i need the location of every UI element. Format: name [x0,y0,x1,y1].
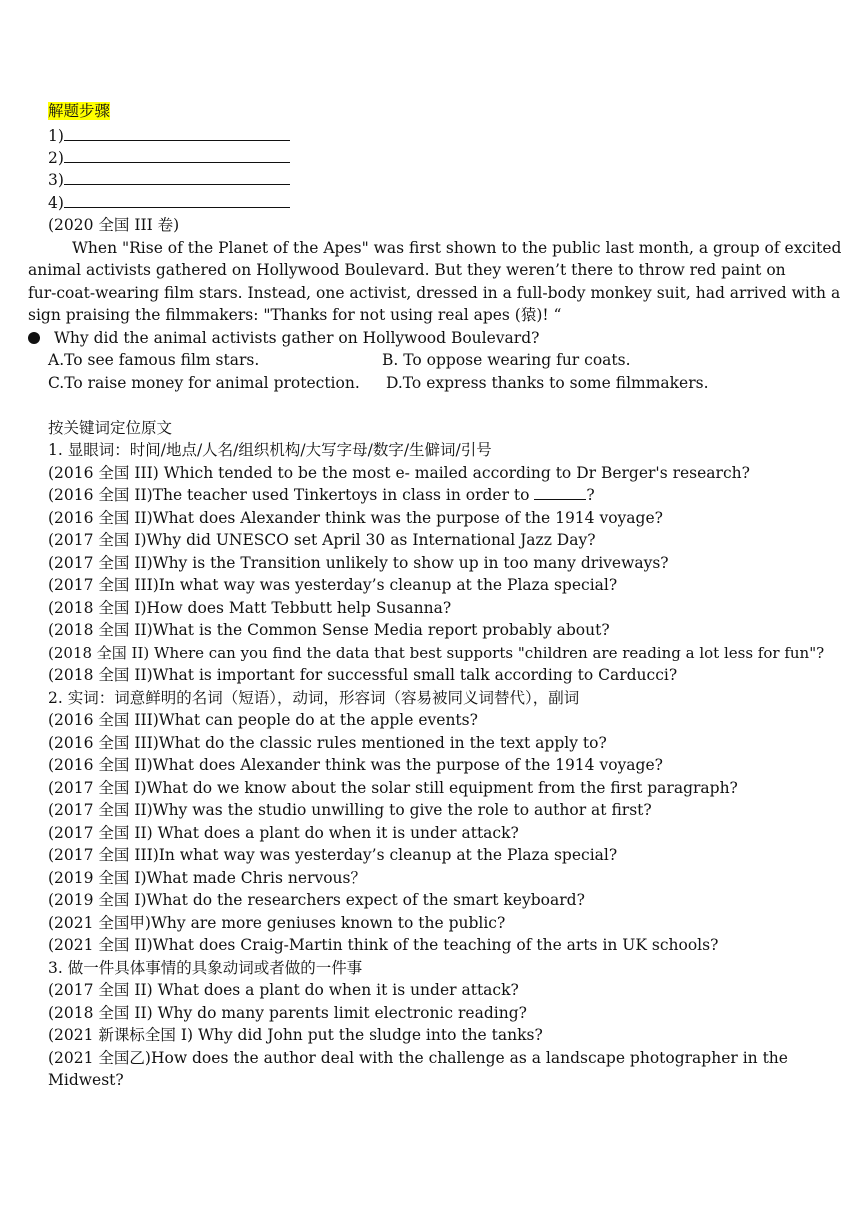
answer-blank[interactable] [64,170,290,185]
list-item: (2016 全国 II)What does Alexander think was the purpose of the 1914 voyage? [48,509,663,527]
step-line-4: 4) [48,192,290,214]
option-a[interactable]: A.To see famous film stars. [48,351,260,369]
bullet-icon [28,332,40,344]
list-item: (2017 全国 II)Why is the Transition unlikely to show up in too many driveways? [48,554,669,572]
list-item: (2018 全国 II) Why do many parents limit electronic reading? [48,1004,527,1022]
list-item: (2017 全国 II) What does a plant do when it is under attack? [48,981,519,999]
list-item: (2016 全国 III)What can people do at the apple events? [48,711,478,729]
answer-blank[interactable] [64,126,290,141]
list-item: (2021 全国甲)Why are more geniuses known to the public? [48,914,506,932]
answer-blank[interactable] [64,193,290,208]
list-item: (2016 全国 II)The teacher used Tinkertoys in class in order to ? [48,486,595,504]
step-line-1: 1) [48,125,290,147]
list-item: (2017 全国 I)Why did UNESCO set April 30 as International Jazz Day? [48,531,596,549]
list-item: (2016 全国 III)What do the classic rules mentioned in the text apply to? [48,734,607,752]
passage-line: When "Rise of the Planet of the Apes" was first shown to the public last month, a group of excited [72,239,842,257]
option-b[interactable]: B. To oppose wearing fur coats. [382,351,631,369]
answer-blank[interactable] [534,485,586,500]
list-item: (2016 全国 II)What does Alexander think was the purpose of the 1914 voyage? [48,756,663,774]
list-item: (2017 全国 III)In what way was yesterday’s cleanup at the Plaza special? [48,576,618,594]
section-title: 按关键词定位原文 [48,419,173,437]
list-item: (2019 全国 I)What made Chris nervous？ [48,869,366,887]
section-1-title: 1. 显眼词：时间/地点/人名/组织机构/大写字母/数字/生僻词/引号 [48,441,492,459]
question-line: Why did the animal activists gather on Hollywood Boulevard? [28,327,539,349]
list-item: (2018 全国 II) Where can you find the data that best supports "children are reading a lot less for fun"? [48,644,825,662]
list-item: (2017 全国 I)What do we know about the solar still equipment from the first paragraph? [48,779,738,797]
list-item: (2017 全国 II)Why was the studio unwilling to give the role to author at first? [48,801,652,819]
list-item: (2021 新课标全国 I) Why did John put the sludge into the tanks? [48,1026,543,1044]
list-item: (2017 全国 III)In what way was yesterday’s cleanup at the Plaza special? [48,846,618,864]
source-label: (2020 全国 III 卷) [48,216,180,234]
list-item: (2021 全国 II)What does Craig-Martin think of the teaching of the arts in UK schools? [48,936,719,954]
list-item: (2021 全国乙)How does the author deal with the challenge as a landscape photographer in the [48,1049,788,1067]
passage-line: animal activists gathered on Hollywood Boulevard. But they weren’t there to throw red paint on [28,261,786,279]
step-line-3: 3) [48,169,290,191]
list-item: (2018 全国 II)What is important for successful small talk according to Carducci? [48,666,678,684]
option-c[interactable]: C.To raise money for animal protection. [48,374,360,392]
passage-line: sign praising the filmmakers: "Thanks for not using real apes (猿)! “ [28,306,562,324]
list-item: (2018 全国 II)What is the Common Sense Media report probably about? [48,621,610,639]
answer-blank[interactable] [64,148,290,163]
list-item: (2018 全国 I)How does Matt Tebbutt help Susanna? [48,599,452,617]
list-item: Midwest? [48,1071,124,1089]
option-d[interactable]: D.To express thanks to some filmmakers. [386,374,709,392]
passage-line: fur-coat-wearing film stars. Instead, one activist, dressed in a full-body monkey suit, had arrived with a [28,284,841,302]
step-line-2: 2) [48,147,290,169]
list-item: (2017 全国 II) What does a plant do when it is under attack? [48,824,519,842]
section-2-title: 2. 实词：词意鲜明的名词（短语），动词，形容词（容易被同义词替代），副词 [48,689,580,707]
list-item: (2016 全国 III) Which tended to be the most e- mailed according to Dr Berger's research? [48,464,750,482]
list-item: (2019 全国 I)What do the researchers expect of the smart keyboard? [48,891,585,909]
heading: 解题步骤 [48,102,111,120]
section-3-title: 3. 做一件具体事情的具象动词或者做的一件事 [48,959,363,977]
